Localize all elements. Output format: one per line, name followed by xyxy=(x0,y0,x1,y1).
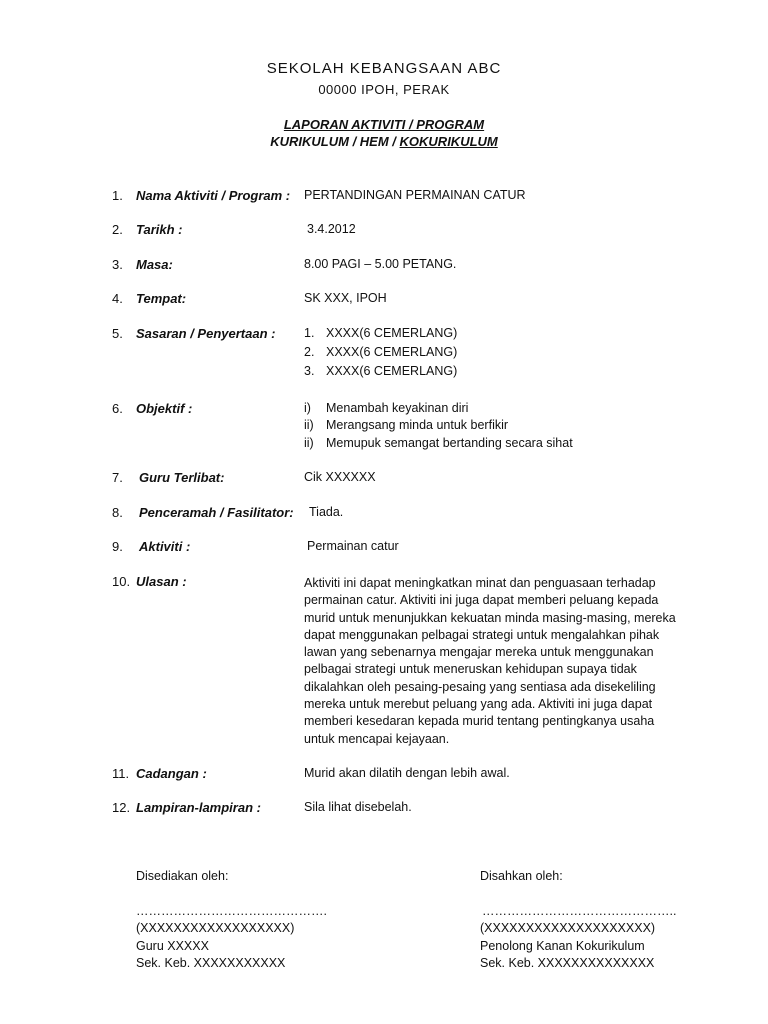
item-number: 7. xyxy=(112,470,123,485)
item-value-nama-aktiviti: PERTANDINGAN PERMAINAN CATUR xyxy=(304,188,526,202)
prepared-by-heading: Disediakan oleh: xyxy=(136,869,229,883)
item-label-objektif: Objektif : xyxy=(136,401,193,416)
school-name: SEKOLAH KEBANGSAAN ABC xyxy=(266,60,502,77)
item-value-masa: 8.00 PAGI – 5.00 PETANG. xyxy=(304,257,457,271)
item-number: 8. xyxy=(112,505,123,520)
item-label-penceramah: Penceramah / Fasilitator: xyxy=(139,505,294,520)
objektif-list-text: Menambah keyakinan diri xyxy=(326,401,469,415)
sasaran-list-text: XXXX(6 CEMERLANG) xyxy=(326,326,458,340)
approved-by-name: (XXXXXXXXXXXXXXXXXXXX) xyxy=(480,921,656,935)
school-address: 00000 IPOH, PERAK xyxy=(318,82,450,97)
report-title: LAPORAN AKTIVITI / PROGRAM xyxy=(283,117,485,132)
item-number: 12. xyxy=(112,800,131,815)
item-value-aktiviti: Permainan catur xyxy=(307,539,399,553)
objektif-list-number: ii) xyxy=(304,418,314,432)
approved-by-signature-line: ……………………………………….. xyxy=(482,904,677,918)
item-value-guru-terlibat: Cik XXXXXX xyxy=(304,470,376,484)
objektif-list-text: Memupuk semangat bertanding secara sihat xyxy=(326,436,573,450)
approved-by-heading: Disahkan oleh: xyxy=(480,869,563,883)
item-label-guru-terlibat: Guru Terlibat: xyxy=(139,470,225,485)
item-label-tarikh: Tarikh : xyxy=(136,222,183,237)
report-category xyxy=(0,134,768,149)
objektif-list-item xyxy=(304,418,508,432)
item-label-masa: Masa: xyxy=(136,257,173,272)
item-label-cadangan: Cadangan : xyxy=(136,766,207,781)
item-number: 5. xyxy=(112,326,123,341)
approved-by-school: Sek. Keb. XXXXXXXXXXXXXX xyxy=(480,956,655,970)
item-label-aktiviti: Aktiviti : xyxy=(139,539,191,554)
item-number: 11. xyxy=(112,766,130,781)
objektif-list-item xyxy=(304,401,468,415)
objektif-list-number: i) xyxy=(304,401,311,415)
sasaran-list-number: 3. xyxy=(304,364,315,378)
objektif-list-number: ii) xyxy=(304,436,314,450)
objektif-list-item xyxy=(304,436,573,450)
sasaran-list-item xyxy=(304,345,457,359)
ulasan-paragraph: Aktiviti ini dapat meningkatkan minat dan penguasaan terhadap permainan catur. Aktiviti ini juga dapat memberi peluang kepada murid untuk menunjukkan kekuatan minda masing-masing, mereka dapat menggunakan pelbagai strategi untuk mengalahkan pihak lawan yang sebenarnya mengajar mereka untuk menggunakan pelbagai strategi untuk meneruskan kehidupan supaya tidak dikalahkan oleh pesaing-pesaing yang sentiasa ada disekeliling mereka untuk merebut peluang yang ada. Aktiviti ini juga dapat memberi kesedaran kepada murid tentang pentingkanya usaha untuk mencapai kejayaan. xyxy=(304,576,676,746)
item-value-tempat: SK XXX, IPOH xyxy=(304,291,387,305)
item-label-nama-aktiviti: Nama Aktiviti / Program : xyxy=(136,188,291,203)
prepared-by-school: Sek. Keb. XXXXXXXXXXX xyxy=(136,956,286,970)
prepared-by-name: (XXXXXXXXXXXXXXXXXX) xyxy=(136,921,295,935)
item-number: 3. xyxy=(112,257,123,272)
sasaran-list-number: 1. xyxy=(304,326,315,340)
item-number: 9. xyxy=(112,539,123,554)
sasaran-list-text: XXXX(6 CEMERLANG) xyxy=(326,364,458,378)
item-value-lampiran: Sila lihat disebelah. xyxy=(304,800,412,814)
item-label-tempat: Tempat: xyxy=(136,291,187,306)
item-number: 2. xyxy=(112,222,123,237)
approved-by-role: Penolong Kanan Kokurikulum xyxy=(480,939,645,953)
item-number: 6. xyxy=(112,401,123,416)
category-text: KURIKULUM / HEM / xyxy=(270,134,400,149)
item-number: 4. xyxy=(112,291,123,306)
item-label-ulasan: Ulasan : xyxy=(136,574,187,589)
sasaran-list-number: 2. xyxy=(304,345,315,359)
category-underlined: KOKURIKULUM xyxy=(399,134,498,149)
item-label-lampiran: Lampiran-lampiran : xyxy=(136,800,261,815)
item-value-tarikh: 3.4.2012 xyxy=(307,222,356,236)
item-value-cadangan: Murid akan dilatih dengan lebih awal. xyxy=(304,766,510,780)
objektif-list-text: Merangsang minda untuk berfikir xyxy=(326,418,509,432)
sasaran-list-item xyxy=(304,364,457,378)
prepared-by-signature-line: ………………………………………. xyxy=(136,904,327,918)
sasaran-list-text: XXXX(6 CEMERLANG) xyxy=(326,345,458,359)
sasaran-list-item xyxy=(304,326,457,340)
prepared-by-role: Guru XXXXX xyxy=(136,939,209,953)
item-value-penceramah: Tiada. xyxy=(309,505,344,519)
item-label-sasaran: Sasaran / Penyertaan : xyxy=(136,326,276,341)
item-number: 10. xyxy=(112,574,131,589)
item-number: 1. xyxy=(112,188,123,203)
